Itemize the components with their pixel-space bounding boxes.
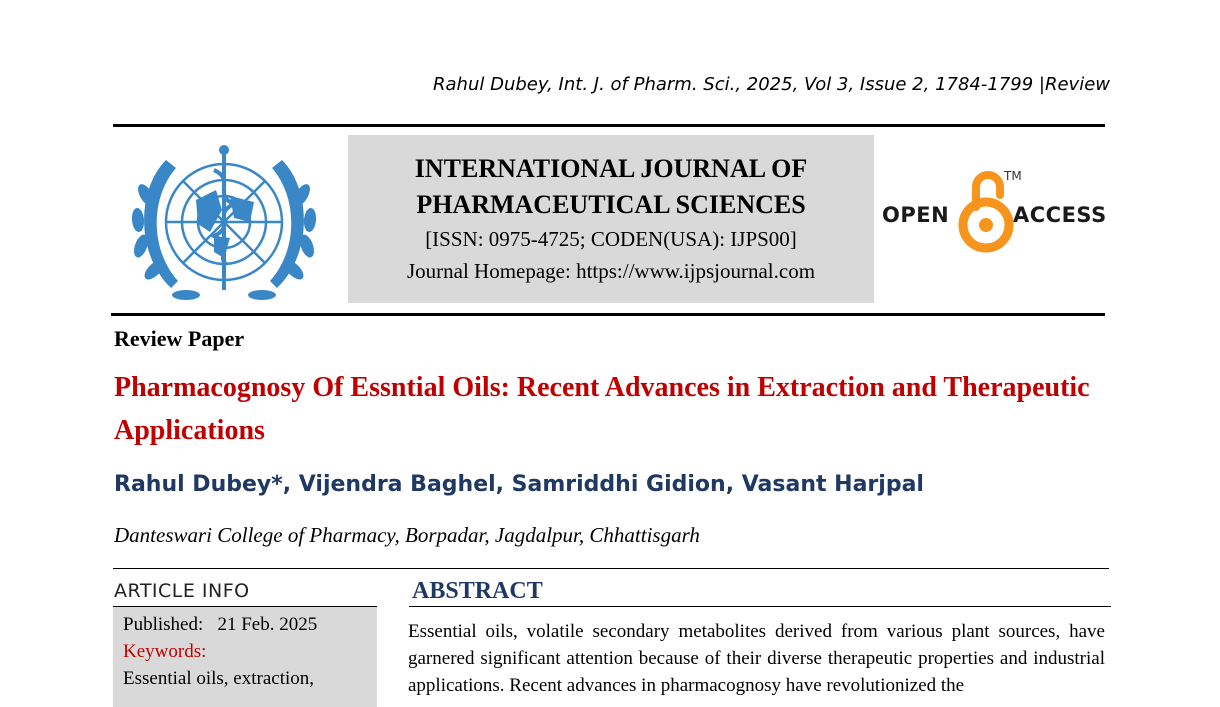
paper-type-label: Review Paper [114, 326, 245, 351]
keywords-list: Essential oils, extraction, [123, 668, 315, 689]
journal-issn: [ISSN: 0975-4725; CODEN(USA): IJPS00] [425, 227, 797, 251]
published-row [123, 611, 367, 638]
article-info-heading: ARTICLE INFO [114, 580, 250, 602]
article-info-box [113, 607, 377, 707]
published-date: 21 Feb. 2025 [217, 614, 318, 635]
journal-name-line1: INTERNATIONAL JOURNAL OF [414, 154, 808, 183]
journal-masthead [348, 135, 874, 303]
journal-name-line2: PHARMACEUTICAL SCIENCES [416, 190, 806, 219]
journal-homepage: Journal Homepage: https://www.ijpsjournal.com [406, 259, 816, 283]
published-label: Published: [123, 614, 204, 635]
trademark-mark: TM [1004, 169, 1022, 183]
journal-emblem-logo [126, 140, 322, 304]
section-divider [113, 568, 1109, 569]
open-access-logo [880, 165, 1110, 255]
abstract-rule [409, 606, 1111, 607]
keywords-label: Keywords: [123, 641, 207, 662]
abstract-text: Essential oils, volatile secondary metabolites derived from various plant sources, have garnered significant attention because of their diverse therapeutic properties and industrial applications. Recent advances in pharmacognosy have revolutionized the [408, 621, 1105, 696]
paper-title: Pharmacognosy Of Essntial Oils: Recent Advances in Extraction and Therapeutic Applications [114, 372, 1090, 446]
header-top-rule [113, 124, 1105, 127]
running-header-citation: Rahul Dubey, Int. J. of Pharm. Sci., 2025, Vol 3, Issue 2, 1784-1799 |Review [433, 74, 1110, 95]
abstract-heading: ABSTRACT [412, 578, 543, 604]
header-bottom-rule [111, 313, 1105, 316]
open-access-open-text: OPEN [882, 203, 950, 227]
paper-affiliation: Danteswari College of Pharmacy, Borpadar, Jagdalpur, Chhattisgarh [114, 523, 700, 547]
open-access-access-text: ACCESS [1013, 203, 1107, 227]
paper-authors: Rahul Dubey*, Vijendra Baghel, Samriddhi Gidion, Vasant Harjpal [114, 472, 924, 497]
